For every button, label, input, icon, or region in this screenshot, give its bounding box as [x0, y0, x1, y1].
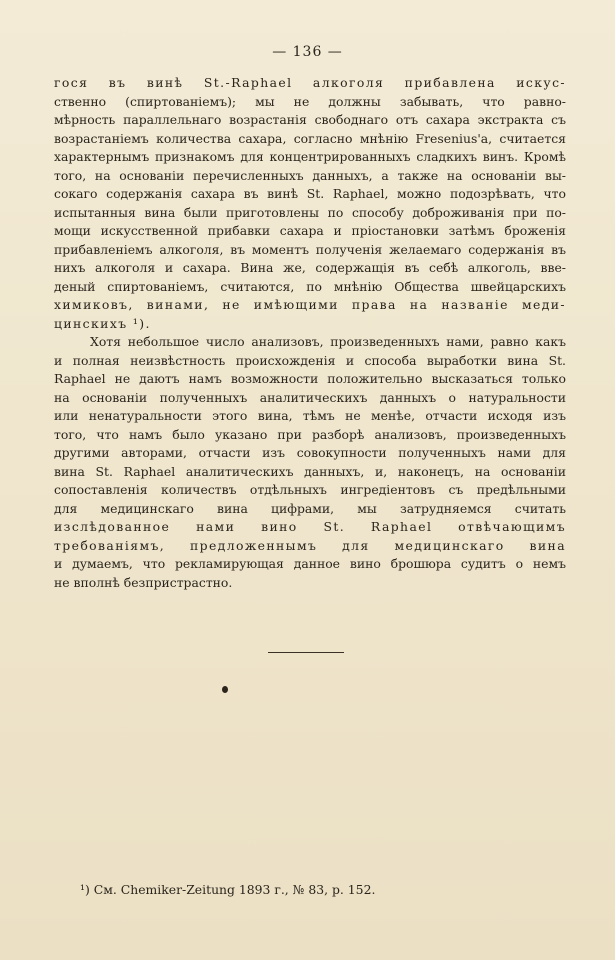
text-line: сокаго содержанiя сахара въ винѣ St. Raphael, можно подозрѣвать, что [54, 186, 566, 201]
text-line: для медицинскаго вина цифрами, мы затрудняемся считать [54, 500, 566, 516]
body-text [54, 74, 566, 592]
text-line: ственно (спиртованiемъ); мы не должны забывать, что равно- [54, 93, 566, 109]
text-line: того, на основанiи перечисленныхъ данныхъ, а также на основанiи вы- [54, 167, 566, 183]
text-line: требованiямъ, предложеннымъ для медицинскаго вина [54, 537, 566, 553]
text-line: и думаемъ, что рекламирующая данное вино брошюра судитъ о немъ [54, 556, 566, 571]
section-divider [268, 652, 344, 653]
text-line: Raphael не даютъ намъ возможности положительно высказаться только [54, 371, 566, 386]
text-line: мощи искусственной прибавки сахара и прiостановки затѣмъ броженiя [54, 223, 566, 238]
text-line: возрастанiемъ количества сахара, согласно мнѣнiю Fresenius'а, считается [54, 130, 566, 146]
text-line: того, что намъ было указано при разборѣ анализовъ, произведенныхъ [54, 426, 566, 442]
text-line: характернымъ признакомъ для концентрированныхъ сладкихъ винъ. Кромѣ [54, 149, 566, 164]
text-line: деный спиртованiемъ, считаются, по мнѣнiю Общества швейцарскихъ [54, 278, 566, 294]
text-line: цинскихъ ¹). [54, 315, 151, 331]
text-line: испытанныя вина были приготовлены по способу доброживанiя при по- [54, 204, 566, 220]
text-line: Хотя небольшое число анализовъ, произведенныхъ нами, равно какъ [90, 334, 566, 349]
footnote: ¹) См. Chemiker-Zeitung 1893 г., № 83, p. 152. [80, 882, 376, 897]
text-line: сопоставленiя количествъ отдѣльныхъ ингредiентовъ съ предѣльными [54, 482, 566, 497]
text-line: гося въ винѣ St.-Raphael алкоголя прибавлена искус- [54, 75, 566, 90]
text-line: химиковъ, винами, не имѣющими права на названiе меди- [54, 297, 566, 312]
page-number: — 136 — [272, 44, 343, 60]
text-line: вина St. Raphael аналитическихъ данныхъ, и, наконецъ, на основанiи [54, 463, 566, 479]
text-line: мѣрность параллельнаго возрастанiя свободнаго отъ сахара экстракта съ [54, 112, 566, 127]
text-line: прибавленiемъ алкоголя, въ моментъ полученiя желаемаго содержанiя въ [54, 241, 566, 257]
text-line: нихъ алкоголя и сахара. Вина же, содержащiя въ себѣ алкоголь, вве- [54, 260, 566, 275]
text-line: изслѣдованное нами вино St. Raphael отвѣчающимъ [54, 519, 566, 534]
ink-spot [222, 686, 228, 693]
text-line: не вполнѣ безпристрастно. [54, 574, 233, 590]
text-line: на основанiи полученныхъ аналитическихъ данныхъ о натуральности [54, 389, 566, 405]
text-line: другими авторами, отчасти изъ совокупности полученныхъ нами для [54, 445, 566, 460]
text-line: и полная неизвѣстность происхожденiя и способа выработки вина St. [54, 352, 566, 368]
text-line: или ненатуральности этого вина, тѣмъ не менѣе, отчасти исходя изъ [54, 408, 566, 423]
